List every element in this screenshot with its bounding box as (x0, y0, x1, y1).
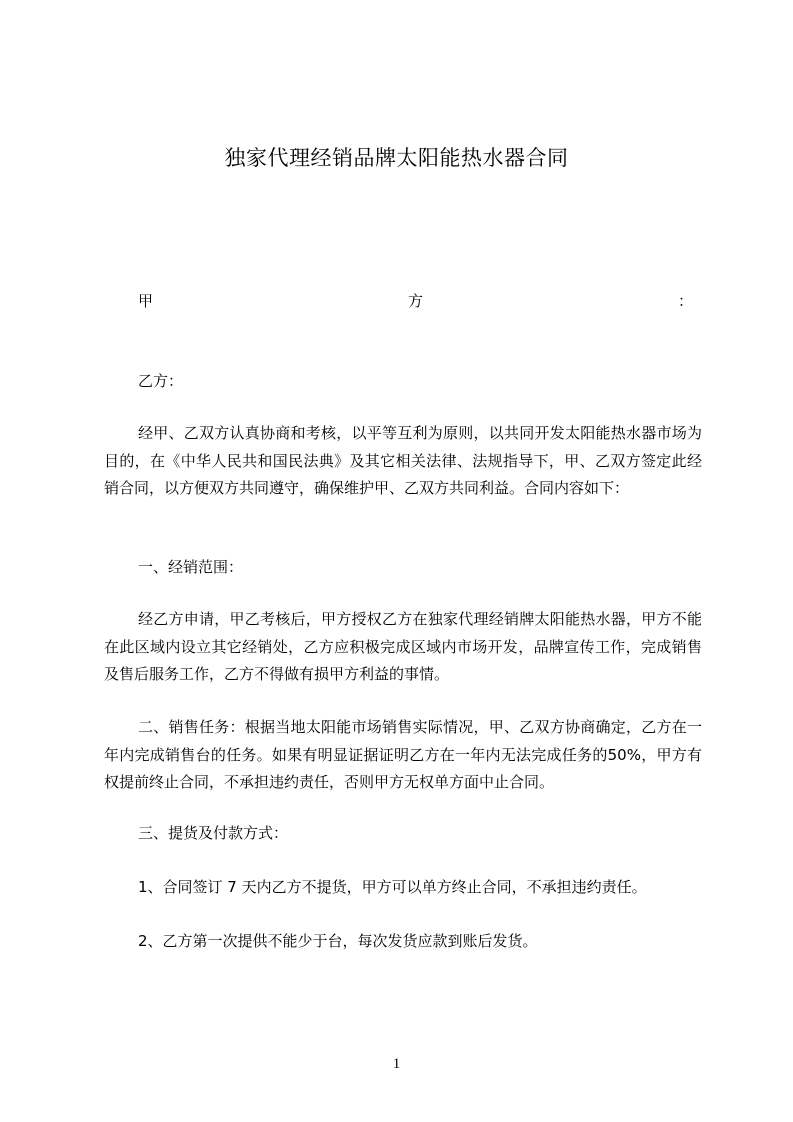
section-3-heading: 三、提货及付款方式： (138, 824, 289, 842)
party-b-line: 乙方： (138, 372, 184, 390)
section-1-heading: 一、经销范围： (138, 558, 244, 576)
section-2-paragraph: 二、销售任务：根据当地太阳能市场销售实际情况，甲、乙双方协商确定，乙方在一年内完成销售台的任务。如果有明显证据证明乙方在一年内无法完成任务的50%，甲方有权提前终止合同，不承担违约责任，否则甲方无权单方面中止合同。 (104, 718, 702, 791)
intro-paragraph: 经甲、乙双方认真协商和考核，以平等互利为原则，以共同开发太阳能热水器市场为目的，在《中华人民共和国民法典》及其它相关法律、法规指导下，甲、乙双方签定此经销合同，以方便双方共同遵守，确保维护甲、乙双方共同利益。合同内容如下： (104, 424, 702, 497)
party-a-char-2: 方 (407, 292, 423, 310)
page-number: 1 (392, 1056, 401, 1072)
section-3-item-2: 2、乙方第一次提供不能少于台，每次发货应款到账后发货。 (138, 932, 538, 950)
document-title: 独家代理经销品牌太阳能热水器合同 (224, 146, 569, 170)
section-1-paragraph: 经乙方申请，甲乙考核后，甲方授权乙方在独家代理经销牌太阳能热水器，甲方不能在此区域内设立其它经销处，乙方应积极完成区域内市场开发，品牌宣传工作，完成销售及售后服务工作，乙方不得做有损甲方利益的事情。 (104, 610, 702, 683)
party-a-colon: ： (677, 292, 693, 310)
party-a-char-1: 甲 (138, 292, 154, 310)
party-a-line (138, 290, 693, 312)
section-3-item-1: 1、合同签订 7 天内乙方不提货，甲方可以单方终止合同，不承担违约责任。 (138, 878, 647, 896)
